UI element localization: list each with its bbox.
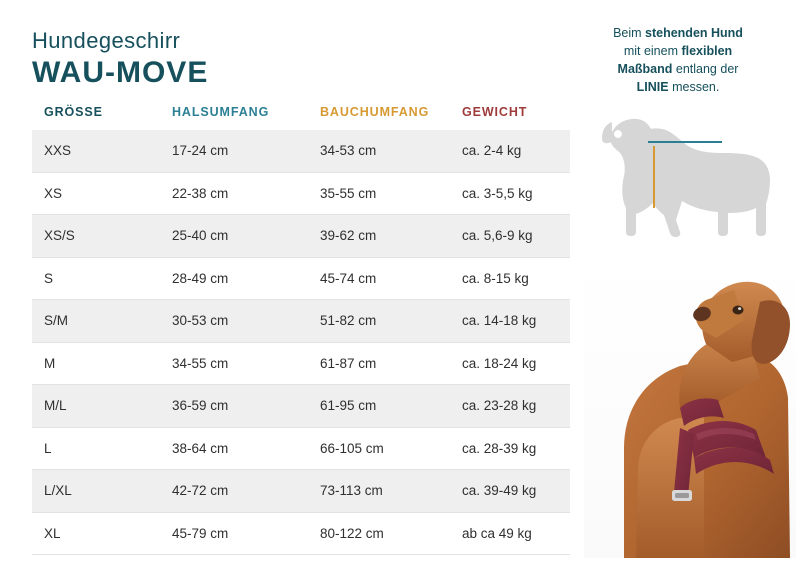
cell-neck: 34-55 cm	[172, 355, 229, 371]
table-row	[32, 130, 570, 173]
page-title	[32, 28, 208, 90]
note-line-2	[578, 42, 778, 60]
note-text: Beim	[613, 26, 646, 40]
table-row	[32, 258, 570, 301]
table-row	[32, 428, 570, 471]
cell-belly: 39-62 cm	[320, 228, 377, 244]
cell-size: M/L	[44, 398, 67, 414]
cell-neck: 45-79 cm	[172, 525, 229, 541]
table-row	[32, 173, 570, 216]
cell-neck: 25-40 cm	[172, 228, 229, 244]
column-header-weight: GEWICHT	[462, 105, 528, 119]
note-line-3	[578, 60, 778, 78]
cell-size: S	[44, 270, 54, 286]
product-name-label: WAU-MOVE	[32, 56, 209, 89]
cell-size: XXS	[44, 143, 72, 159]
cell-weight: ca. 3-5,5 kg	[462, 185, 533, 201]
cell-weight: ca. 23-28 kg	[462, 398, 537, 414]
cell-neck: 36-59 cm	[172, 398, 229, 414]
table-row	[32, 300, 570, 343]
table-row	[32, 513, 570, 556]
cell-weight: ca. 8-15 kg	[462, 270, 529, 286]
cell-neck: 22-38 cm	[172, 185, 229, 201]
cell-weight: ca. 5,6-9 kg	[462, 228, 533, 244]
cell-size: XL	[44, 525, 61, 541]
cell-weight: ca. 18-24 kg	[462, 355, 537, 371]
cell-weight: ab ca 49 kg	[462, 525, 532, 541]
column-header-neck: HALSUMFANG	[172, 105, 270, 119]
note-text: messen.	[668, 80, 720, 95]
cell-size: S/M	[44, 313, 69, 329]
dog-photo-illustration	[584, 258, 796, 558]
cell-weight: ca. 28-39 kg	[462, 440, 537, 456]
cell-belly: 80-122 cm	[320, 525, 384, 541]
note-text: mit einem	[623, 44, 682, 59]
cell-size: L/XL	[44, 483, 72, 499]
column-header-size: GRÖSSE	[44, 105, 103, 119]
cell-weight: ca. 2-4 kg	[462, 143, 522, 159]
column-header-belly: BAUCHUMFANG	[320, 105, 430, 119]
cell-belly: 34-53 cm	[320, 143, 377, 159]
size-table	[32, 96, 570, 555]
cell-size: L	[44, 440, 52, 456]
dog-with-harness-photo	[584, 258, 796, 558]
cell-size: M	[44, 355, 56, 371]
table-row	[32, 470, 570, 513]
table-row	[32, 343, 570, 386]
cell-neck: 28-49 cm	[172, 270, 229, 286]
note-line-4	[578, 78, 778, 96]
dog-silhouette-icon	[592, 112, 788, 240]
cell-belly: 66-105 cm	[320, 440, 384, 456]
cell-belly: 61-95 cm	[320, 398, 377, 414]
note-line-1	[578, 24, 778, 42]
cell-weight: ca. 39-49 kg	[462, 483, 537, 499]
cell-belly: 45-74 cm	[320, 270, 377, 286]
table-row	[32, 215, 570, 258]
note-text-bold: LINIE	[636, 80, 669, 95]
cell-weight: ca. 14-18 kg	[462, 313, 537, 329]
table-row	[32, 385, 570, 428]
note-text-bold: flexiblen	[681, 44, 733, 59]
cell-neck: 30-53 cm	[172, 313, 229, 329]
cell-size: XS	[44, 185, 63, 201]
product-category-label: Hundegeschirr	[32, 28, 181, 53]
note-text: entlang der	[672, 62, 739, 77]
cell-belly: 61-87 cm	[320, 355, 377, 371]
cell-belly: 73-113 cm	[320, 483, 383, 499]
cell-size: XS/S	[44, 228, 75, 244]
table-header-row	[32, 96, 570, 130]
cell-belly: 51-82 cm	[320, 313, 377, 329]
cell-belly: 35-55 cm	[320, 185, 377, 201]
measuring-instruction-note	[578, 24, 778, 97]
cell-neck: 38-64 cm	[172, 440, 229, 456]
cell-neck: 17-24 cm	[172, 143, 229, 159]
note-text-bold: Maßband	[617, 62, 673, 77]
note-text-bold: stehenden Hund	[645, 26, 743, 40]
cell-neck: 42-72 cm	[172, 483, 229, 499]
dog-measurement-diagram	[592, 112, 788, 240]
